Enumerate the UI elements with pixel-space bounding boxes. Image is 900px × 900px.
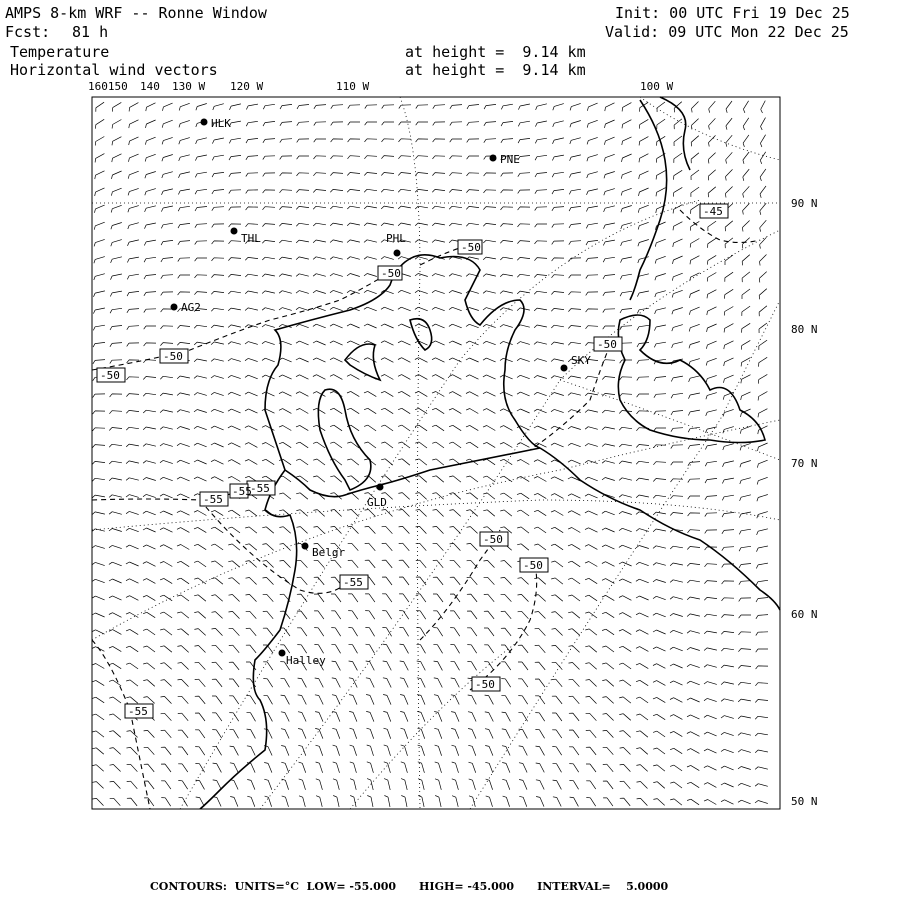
- svg-text:-50: -50: [100, 369, 120, 382]
- graticule: [92, 97, 780, 809]
- svg-text:Halley: Halley: [286, 654, 326, 667]
- contour-minus50-north: [92, 272, 390, 370]
- svg-text:-55: -55: [203, 493, 223, 506]
- svg-text:AG2: AG2: [181, 301, 201, 314]
- contour-label-group: [97, 204, 728, 718]
- forecast-label: Fcst:: [5, 23, 51, 41]
- svg-text:-50: -50: [597, 338, 617, 351]
- svg-text:-50: -50: [163, 350, 183, 363]
- wind-vector-field: [92, 101, 768, 807]
- contour-label: [230, 484, 252, 498]
- contours-units: UNITS=°C: [234, 880, 299, 893]
- coast-east: [540, 448, 780, 610]
- contour-label: [472, 677, 500, 691]
- svg-text:-55: -55: [128, 705, 148, 718]
- top-tick-label: 130 W: [172, 80, 206, 93]
- station-sky: [561, 354, 592, 372]
- contour-label: [700, 204, 728, 218]
- svg-text:PNE: PNE: [500, 153, 520, 166]
- meridian-110w: [400, 97, 420, 809]
- contour-label: [160, 349, 188, 363]
- contour-minus55-southwest: [92, 640, 150, 809]
- meridian-bottom: [350, 640, 520, 809]
- top-axis: [88, 80, 673, 93]
- contour-label: [340, 575, 368, 589]
- svg-text:-50: -50: [523, 559, 543, 572]
- plot-frame: [92, 97, 780, 809]
- coast-west-peninsula: [200, 470, 297, 809]
- meridian-diag-b: [260, 230, 780, 809]
- map-title: AMPS 8-km WRF -- Ronne Window: [5, 4, 267, 22]
- svg-text:Belgr: Belgr: [312, 546, 346, 559]
- contour-label: [378, 266, 402, 280]
- right-tick-label: 90 N: [791, 197, 818, 210]
- top-tick-label: 100 W: [640, 80, 674, 93]
- right-tick-label: 70 N: [791, 457, 818, 470]
- right-axis: [791, 197, 818, 808]
- valid-time: Valid: 09 UTC Mon 22 Dec 25: [605, 23, 849, 41]
- berkner-island: [318, 389, 371, 490]
- contour-minus50-east: [530, 345, 610, 450]
- contours-label: CONTOURS:: [150, 880, 227, 893]
- height-temperature: at height = 9.14 km: [405, 43, 586, 61]
- right-tick-label: 60 N: [791, 608, 818, 621]
- contour-label: [594, 337, 622, 351]
- top-tick-label: 160150: [88, 80, 128, 93]
- korff-rise: [410, 319, 432, 350]
- svg-text:-50: -50: [461, 241, 481, 254]
- top-tick-label: 110 W: [336, 80, 370, 93]
- height-wind: at height = 9.14 km: [405, 61, 586, 79]
- right-tick-label: 80 N: [791, 323, 818, 336]
- station-thl: [231, 228, 262, 246]
- temperature-contours: [92, 210, 760, 809]
- right-tick-label: 50 N: [791, 795, 818, 808]
- station-hlk: [201, 117, 232, 130]
- svg-text:GLD: GLD: [367, 496, 387, 509]
- parallel-line-c: [92, 500, 780, 530]
- svg-text:-55: -55: [343, 576, 363, 589]
- svg-text:-45: -45: [703, 205, 723, 218]
- svg-text:-50: -50: [381, 267, 401, 280]
- contour-label: [520, 558, 548, 572]
- station-markers: [171, 117, 592, 667]
- contour-label: [200, 492, 228, 506]
- contour-label: [97, 368, 125, 382]
- field-wind-vectors: Horizontal wind vectors: [10, 61, 218, 79]
- meridian-top-right: [640, 97, 780, 160]
- svg-text:SKY: SKY: [571, 354, 591, 367]
- contours-low: LOW= -55.000: [306, 880, 397, 893]
- top-tick-label: 140: [140, 80, 160, 93]
- peninsula-coast-north: [630, 100, 667, 300]
- parallel-70n-line: [560, 380, 780, 460]
- station-pne: [490, 153, 520, 166]
- station-ag2: [171, 301, 201, 314]
- svg-text:PHL: PHL: [386, 232, 406, 245]
- contour-minus50-south: [470, 565, 537, 690]
- forecast-hours: 81 h: [72, 23, 109, 41]
- contours-high: HIGH= -45.000: [419, 880, 515, 893]
- contour-label: [458, 240, 482, 254]
- station-halley: [279, 650, 327, 668]
- coastlines: [200, 97, 780, 809]
- top-tick-label: 120 W: [230, 80, 264, 93]
- station-phl: [386, 232, 406, 257]
- svg-text:-55: -55: [232, 485, 252, 498]
- contour-label: [480, 532, 508, 546]
- svg-text:HLK: HLK: [211, 117, 231, 130]
- init-time: Init: 00 UTC Fri 19 Dec 25: [615, 4, 850, 22]
- station-belgrano: [302, 543, 346, 560]
- contours-interval: INTERVAL= 5.0000: [537, 880, 669, 893]
- contour-label: [125, 704, 153, 718]
- contour-info: [150, 880, 668, 893]
- svg-text:THL: THL: [241, 232, 261, 245]
- wind-barbs: [92, 101, 768, 807]
- svg-text:-55: -55: [250, 482, 270, 495]
- svg-text:-50: -50: [475, 678, 495, 691]
- meridian-diag-c: [470, 300, 780, 809]
- field-temperature: Temperature: [10, 43, 110, 61]
- svg-text:-50: -50: [483, 533, 503, 546]
